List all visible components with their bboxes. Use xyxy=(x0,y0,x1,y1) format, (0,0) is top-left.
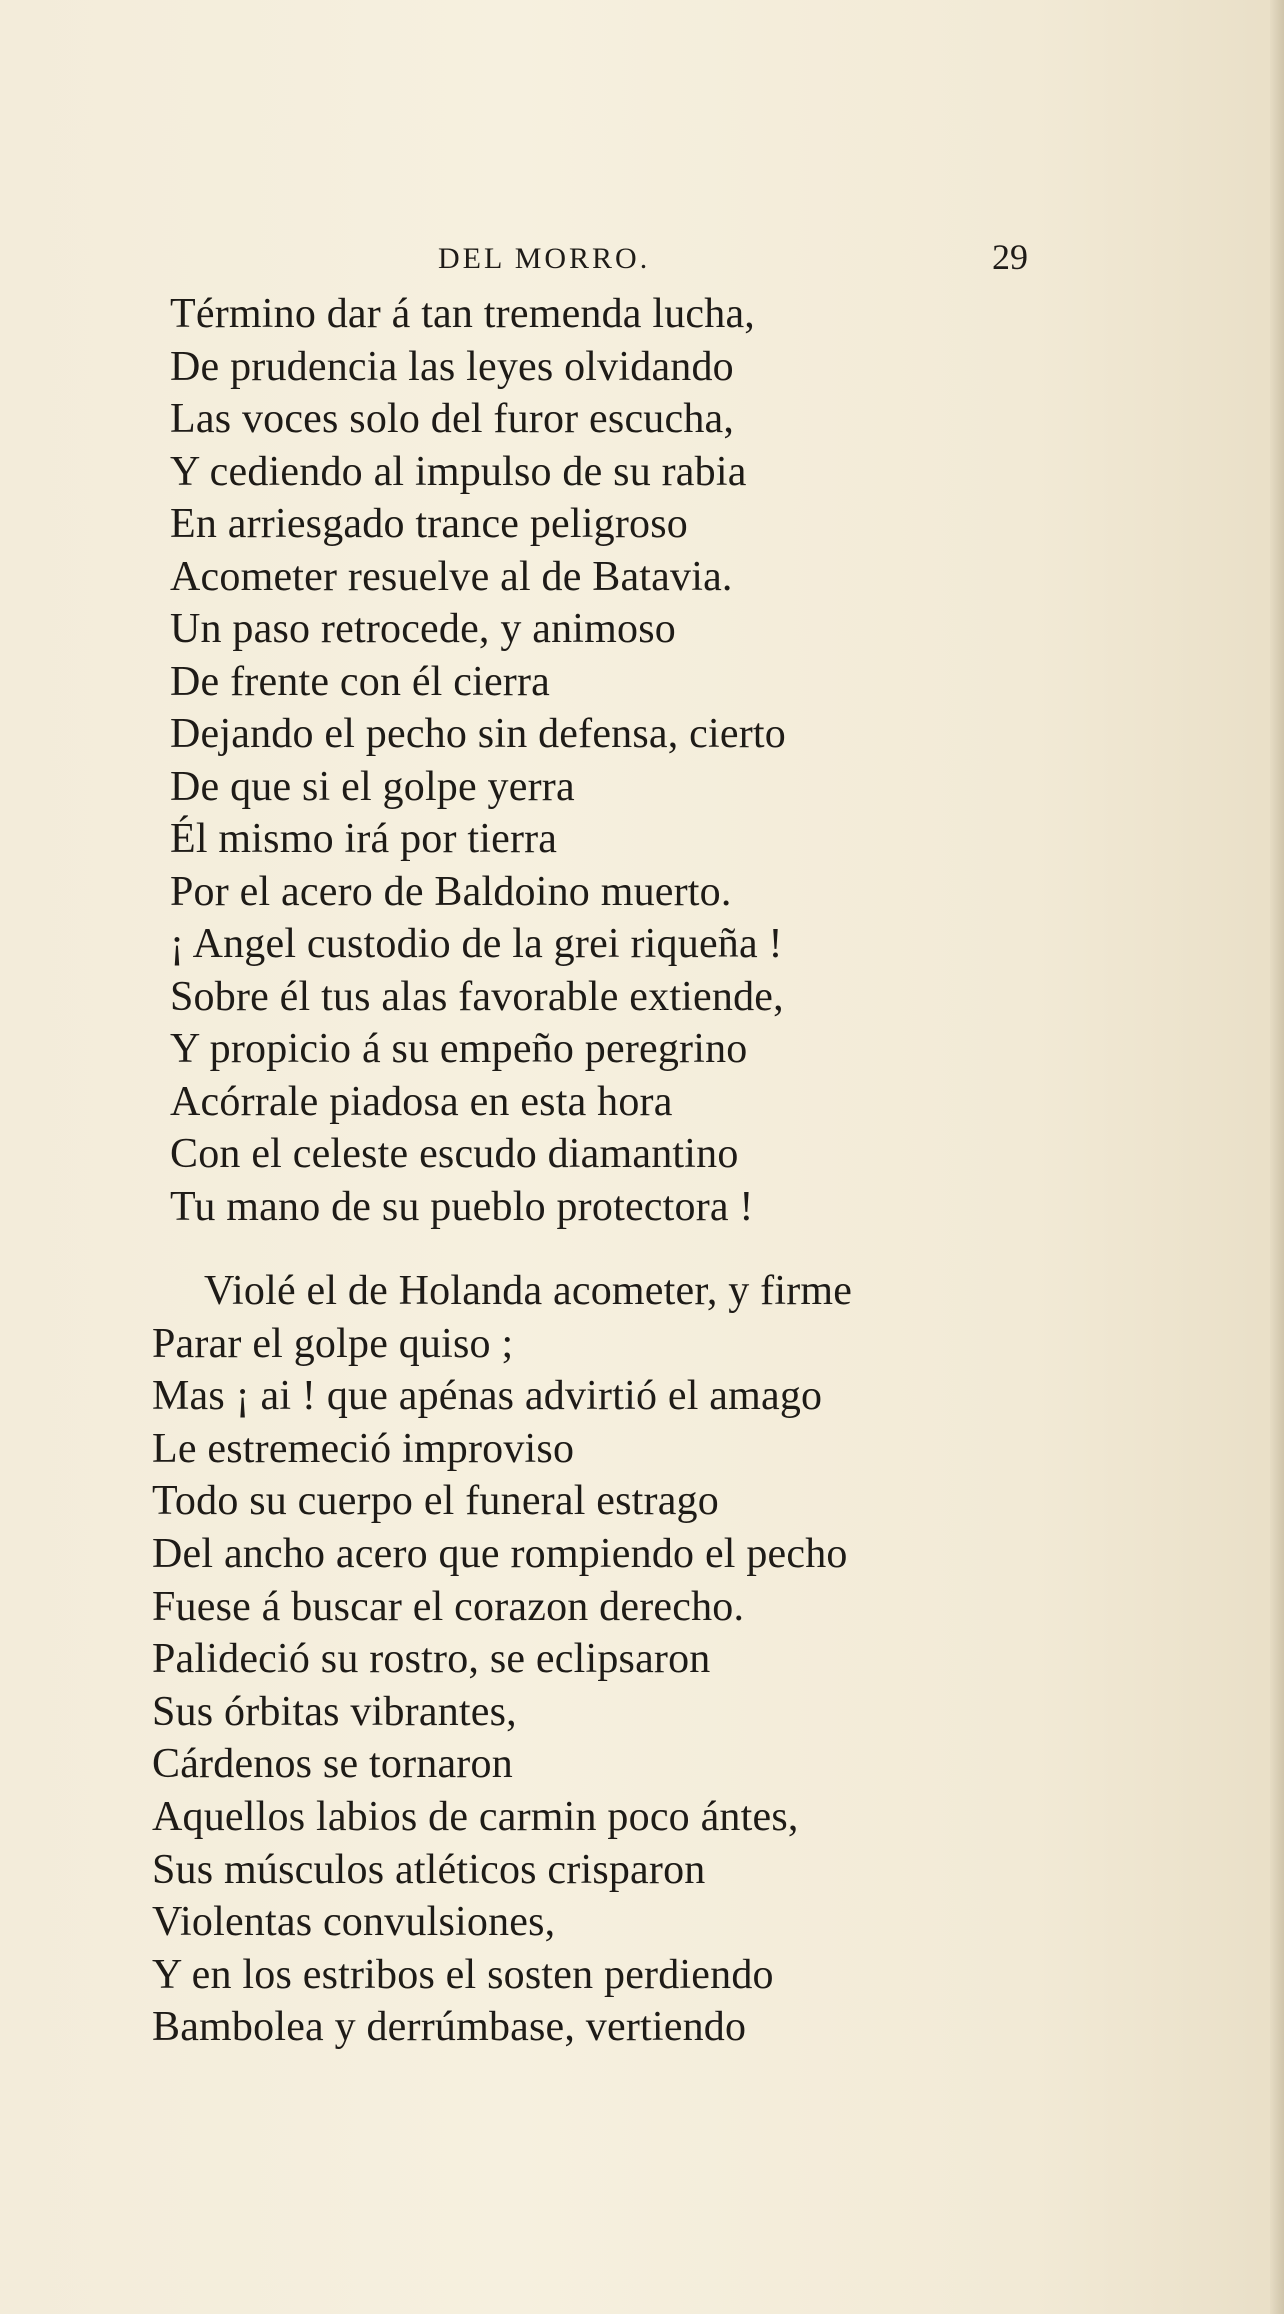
verse-line: Por el acero de Baldoino muerto. xyxy=(170,868,732,915)
verse-line: Bambolea y derrúmbase, vertiendo xyxy=(152,2004,747,2051)
verse-line: Palideció su rostro, se eclipsaron xyxy=(152,1636,711,1683)
verse-line: Y propicio á su empeño peregrino xyxy=(170,1026,748,1072)
verse-line: Dejando el pecho sin defensa, cierto xyxy=(170,711,786,757)
verse-line: Violentas convulsiones, xyxy=(152,1899,556,1946)
verse-line: En arriesgado trance peligroso xyxy=(170,501,688,547)
verse-line: Las voces solo del furor escucha, xyxy=(170,396,735,442)
verse-line: Sus órbitas vibrantes, xyxy=(152,1688,517,1735)
verse-line: Aquellos labios de carmin poco ántes, xyxy=(152,1793,799,1840)
verse-line: Acórrale piadosa en esta hora xyxy=(170,1078,673,1125)
verse-line: Él mismo irá por tierra xyxy=(170,816,558,862)
verse-line: Fuese á buscar el corazon derecho. xyxy=(152,1583,745,1630)
verse-line: Término dar á tan tremenda lucha, xyxy=(170,291,756,337)
verse-line: Todo su cuerpo el funeral estrago xyxy=(152,1478,719,1525)
verse-line: De frente con él cierra xyxy=(170,658,551,705)
stanza-2 xyxy=(152,1265,852,2054)
verse-line: Sobre él tus alas favorable extiende, xyxy=(170,973,784,1020)
verse-line: Cárdenos se tornaron xyxy=(152,1741,513,1788)
verse-line: De prudencia las leyes olvidando xyxy=(170,343,734,390)
verse-line: Un paso retrocede, y animoso xyxy=(170,606,676,652)
verse-line: Y cediendo al impulso de su rabia xyxy=(170,448,747,495)
running-head: DEL MORRO. xyxy=(438,242,651,275)
verse-line: Acometer resuelve al de Batavia. xyxy=(170,553,733,600)
page-edge xyxy=(1270,0,1284,2314)
verse-line: Violé el de Holanda acometer, y firme xyxy=(204,1268,853,1314)
verse-line: Mas ¡ ai ! que apénas advirtió el amago xyxy=(152,1373,823,1420)
verse-line: Con el celeste escudo diamantino xyxy=(170,1131,739,1177)
stanza-1 xyxy=(170,288,786,1233)
verse-line: Parar el golpe quiso ; xyxy=(152,1320,514,1367)
verse-line: Tu mano de su pueblo protectora ! xyxy=(170,1183,754,1230)
verse-line: Y en los estribos el sosten perdiendo xyxy=(152,1951,774,1998)
verse-line: ¡ Angel custodio de la grei riqueña ! xyxy=(170,921,783,967)
verse-line: Sus músculos atléticos crisparon xyxy=(152,1846,706,1893)
page-number: 29 xyxy=(992,237,1028,277)
verse-line: Le estremeció improviso xyxy=(152,1425,575,1472)
verse-line: De que si el golpe yerra xyxy=(170,763,575,810)
verse-line: Del ancho acero que rompiendo el pecho xyxy=(152,1530,848,1577)
